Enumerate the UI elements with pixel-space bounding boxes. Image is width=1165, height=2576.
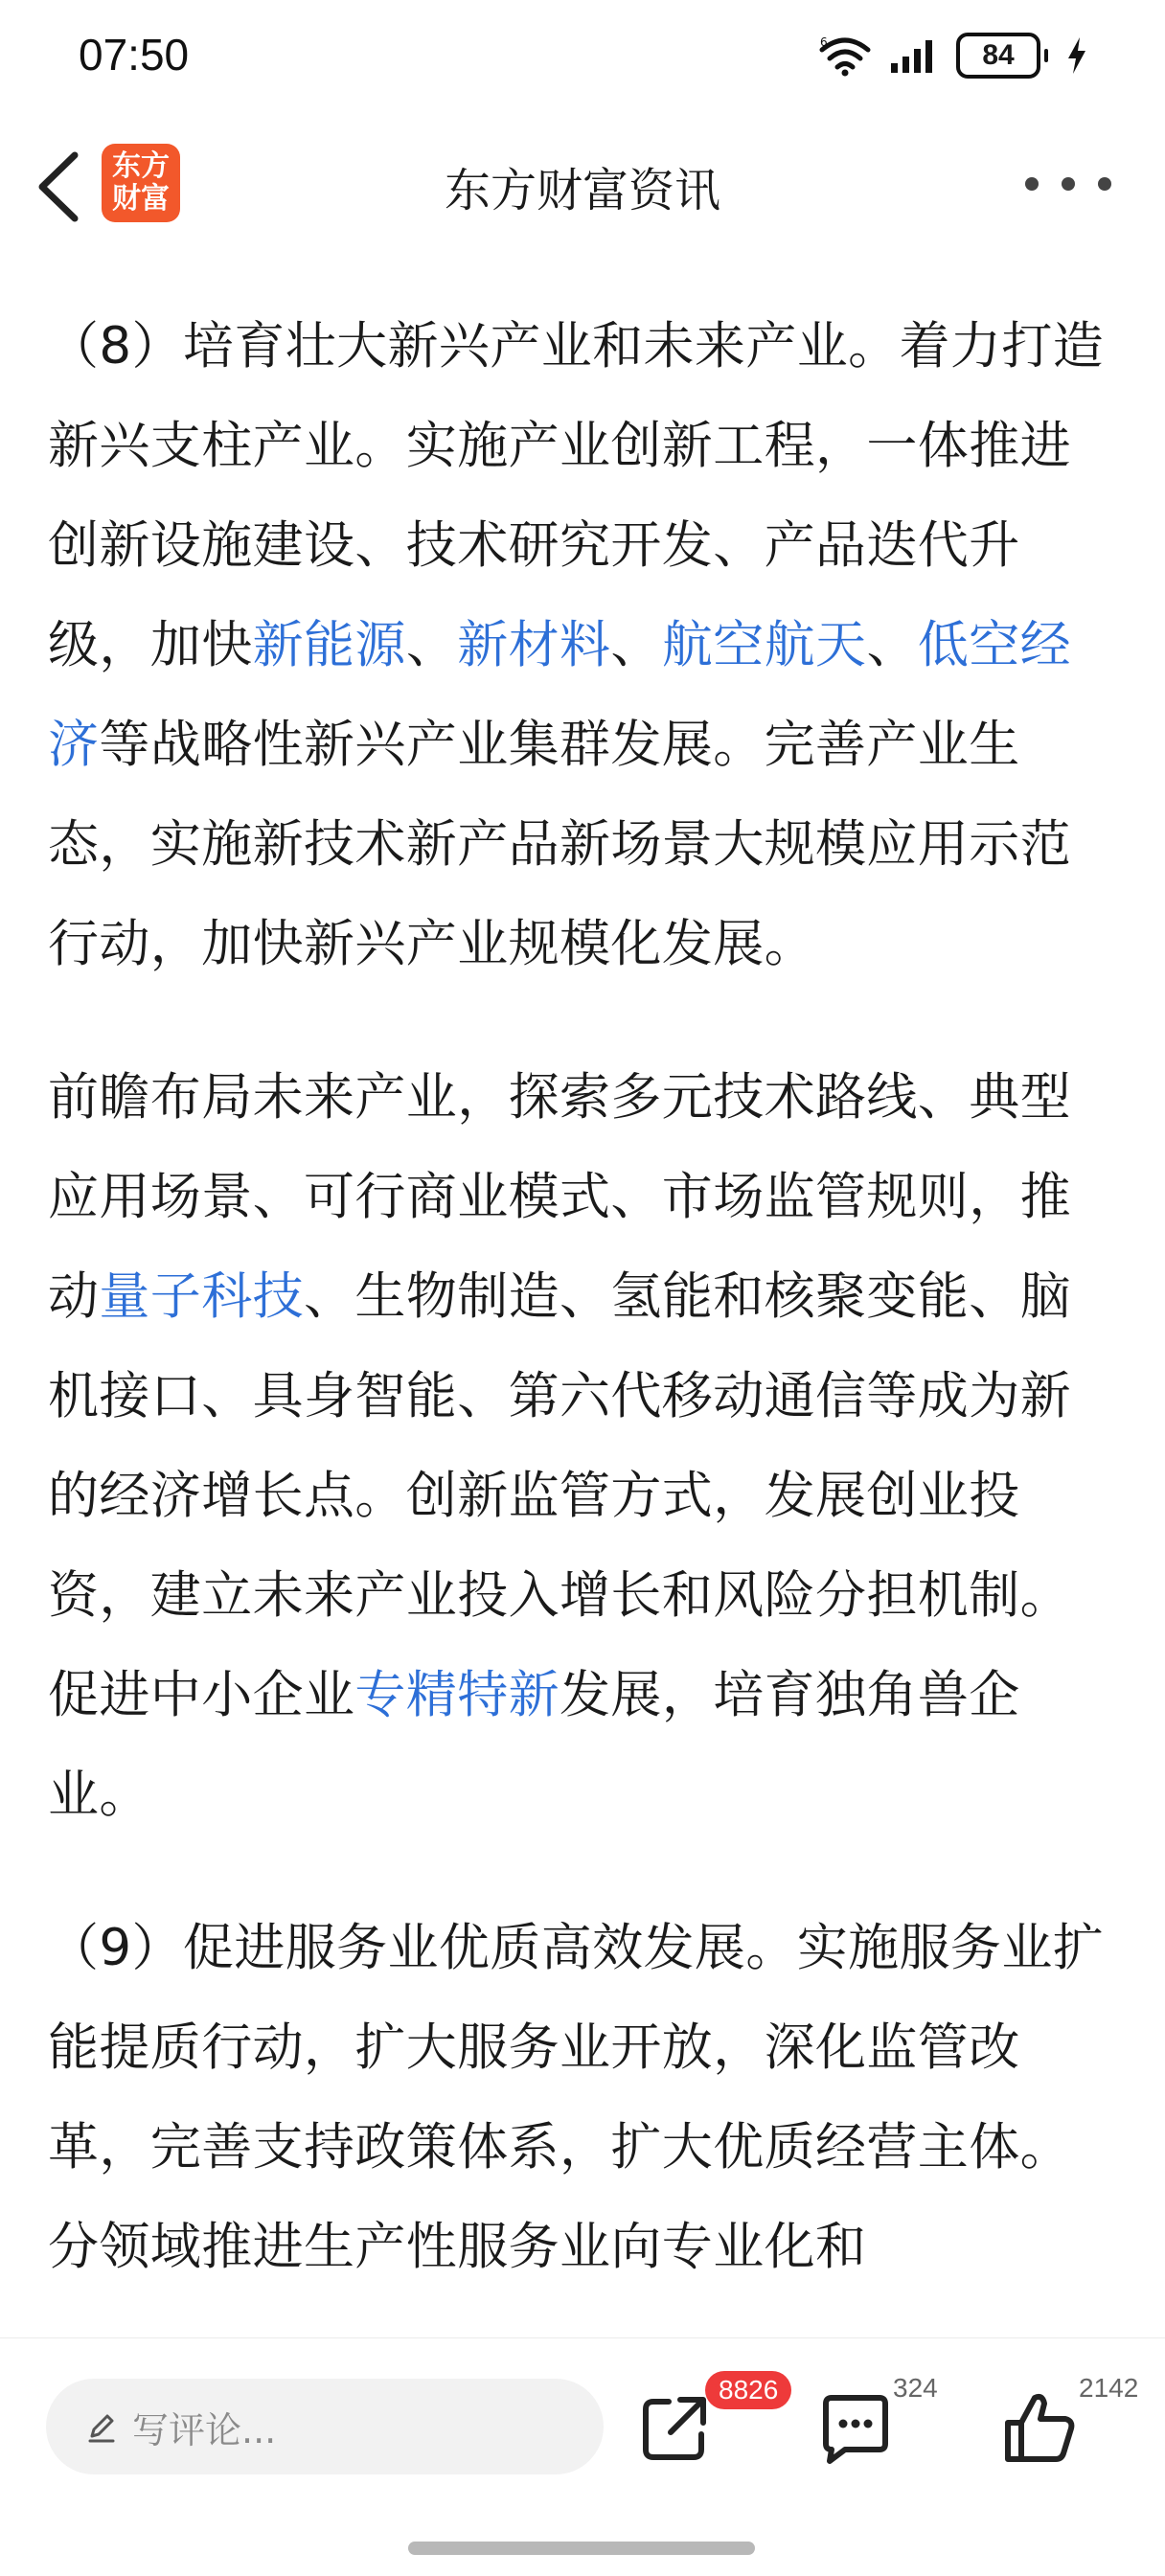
- comment-placeholder: 写评论...: [132, 2408, 277, 2451]
- link-quantum-tech[interactable]: 量子科技: [99, 1267, 305, 1326]
- text: 、: [405, 616, 458, 674]
- text: 、生物制造、氢能和核聚变能、脑机接口、具身智能、第六代移动通信等成为新的经济增长点。创新监管方式，发展创业投资，建立未来产业投入增长和风险分担机制。促进中小企业: [48, 1267, 1072, 1724]
- svg-text:6: 6: [820, 35, 828, 49]
- battery-icon: 84: [956, 33, 1040, 79]
- link-aerospace[interactable]: 航空航天: [661, 616, 867, 674]
- paragraph-future-industries: [48, 1048, 1121, 1845]
- link-specialized-sme[interactable]: 专精特新: [354, 1666, 560, 1724]
- more-dots-icon[interactable]: [1025, 165, 1111, 203]
- battery-tip: [1044, 49, 1048, 62]
- share-badge: 8826: [705, 2371, 791, 2409]
- signal-icon: [889, 36, 939, 75]
- status-time: 07:50: [79, 30, 190, 80]
- status-icons: [818, 29, 1088, 82]
- text: 、: [866, 616, 918, 674]
- text: （9）促进服务业优质高效发展。实施服务业扩能提质行动，扩大服务业开放，深化监管改革，完善支持政策体系，扩大优质经营主体。分领域推进生产性服务业向专业化和: [48, 1919, 1105, 2276]
- like-icon[interactable]: [996, 2384, 1083, 2471]
- dot: [1025, 177, 1039, 191]
- paragraph-9: [48, 1899, 1121, 2297]
- dot: [1098, 177, 1111, 191]
- paragraph-8: [48, 297, 1121, 994]
- charging-icon: [1065, 35, 1088, 76]
- comment-count: 324: [893, 2373, 938, 2403]
- text: （8）培育壮大新兴产业和未来产业。着力打造新兴支柱产业。实施产业创新工程，一体推进创新设施建设、技术研究开发、产品迭代升级，加快: [48, 317, 1105, 674]
- text: 发展，培育独角兽企业。: [48, 1666, 1020, 1824]
- bottom-fade: [0, 2299, 1165, 2337]
- text: 前瞻布局未来产业，探索多元技术路线、典型应用场景、可行商业模式、市场监管规则，推动: [48, 1068, 1071, 1326]
- home-indicator[interactable]: [408, 2542, 755, 2555]
- text: 、: [610, 616, 662, 674]
- article-body: [48, 297, 1121, 2297]
- page-title: 东方财富资讯: [444, 164, 720, 217]
- comment-input[interactable]: [46, 2379, 604, 2474]
- like-count: 2142: [1079, 2373, 1139, 2403]
- nav-bar: [0, 125, 1165, 249]
- text: 等战略性新兴产业集群发展。完善产业生态，实施新技术新产品新场景大规模应用示范行动，加快新兴产业规模化发展。: [48, 716, 1071, 973]
- status-bar: [0, 0, 1165, 115]
- wifi-icon: [818, 34, 872, 77]
- logo-line2: 财富: [112, 182, 170, 216]
- comment-icon[interactable]: [812, 2384, 899, 2471]
- link-new-energy[interactable]: 新能源: [252, 616, 406, 674]
- bottom-action-bar: [0, 2337, 1165, 2576]
- logo-line1: 东方: [112, 149, 170, 183]
- pencil-icon: [82, 2407, 121, 2446]
- dot: [1062, 177, 1075, 191]
- link-new-materials[interactable]: 新材料: [457, 616, 611, 674]
- link-low-altitude-economy[interactable]: 低空经济: [48, 616, 1072, 774]
